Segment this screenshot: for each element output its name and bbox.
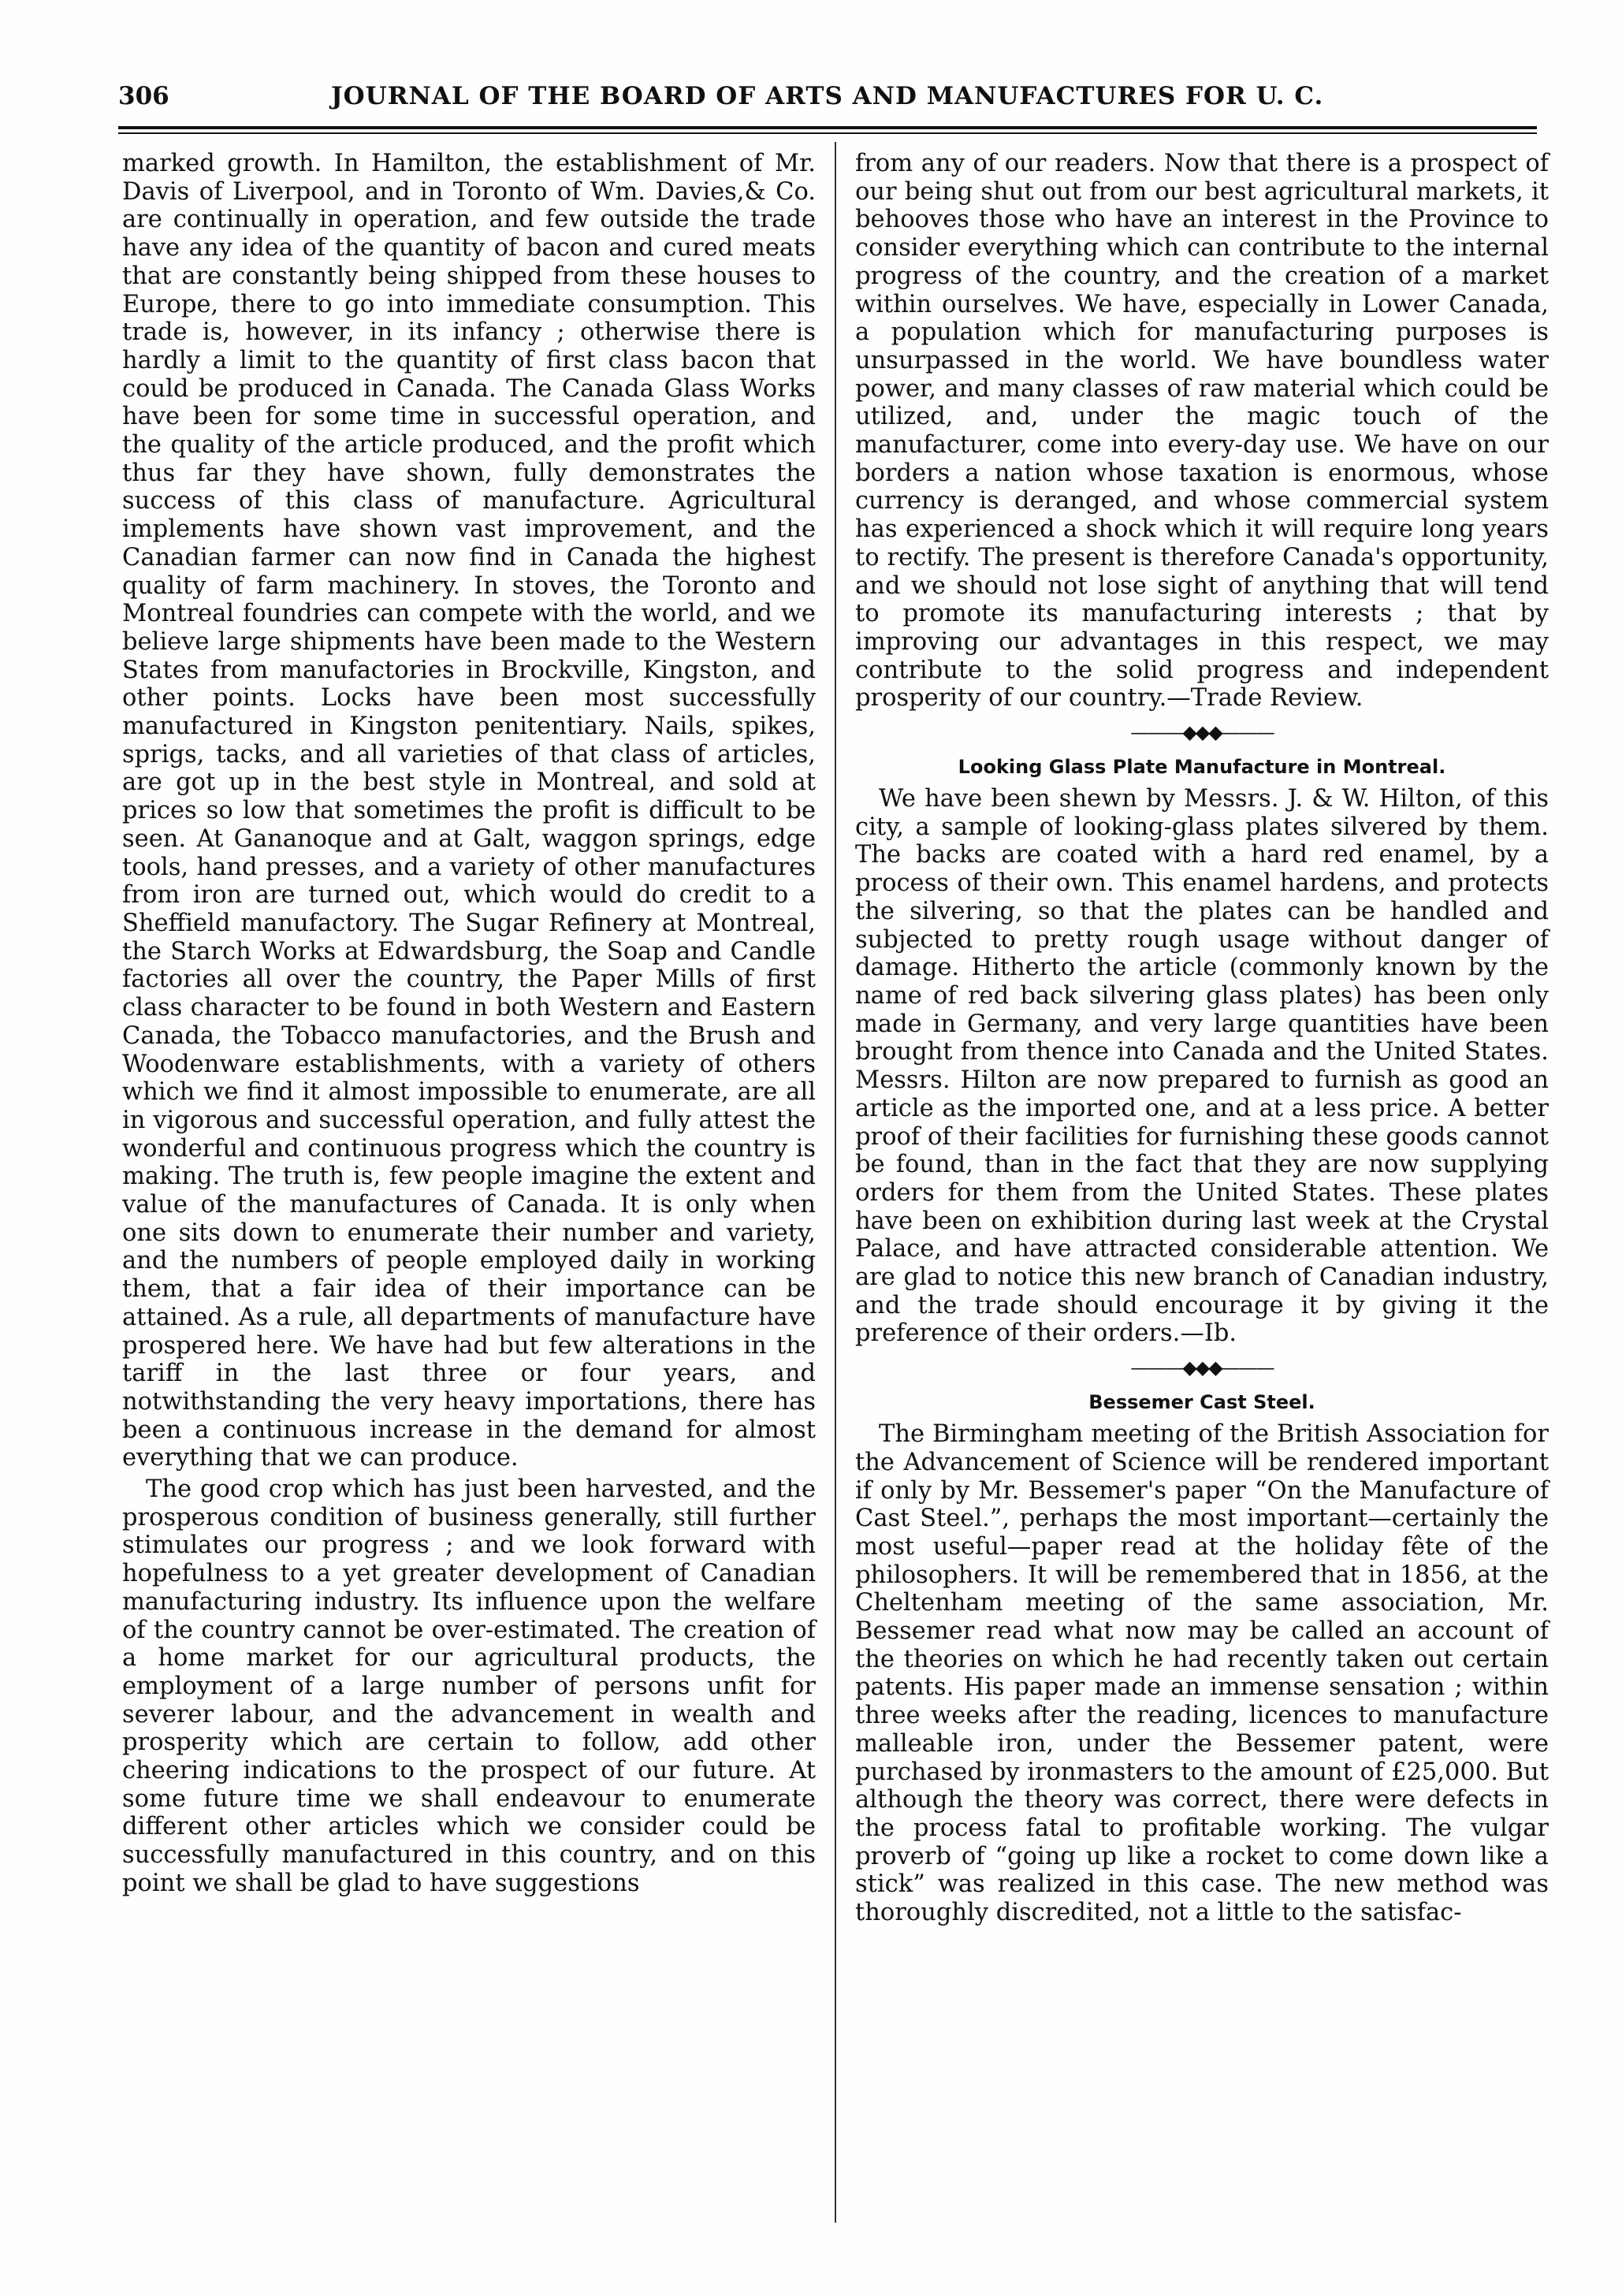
left-column [122,150,816,1898]
section-ornament: ———◆◆◆——— [1130,721,1274,744]
right-column [855,150,1549,1927]
paragraph: from any of our readers. Now that there is a prospect of our being shut out from our best agricultural markets, it behooves those who have an interest in the Province to consider everything which can contribute to the internal progress of the country, and the creation of a market within ourselves. We have, especially in Lower Canada, a population which for manufacturing purposes is unsurpassed in the world. We have boundless water power, and many classes of raw material which could be utilized, and, under the magic touch of the manufacturer, come into every-day use. We have on our borders a nation whose taxation is enormous, whose currency is deranged, and whose commercial system has experienced a shock which it will require long years to rectify. The present is therefore Canada's opportunity, and we should not lose sight of anything that will tend to promote its manufacturing interests ; that by improving our advantages in this respect, we may contribute to the solid progress and independent prosperity of our country.—Trade Review. [855,150,1549,713]
paragraph: The Birmingham meeting of the British Association for the Advancement of Science will be rendered important if only by Mr. Bessemer's paper “On the Manufacture of Cast Steel.”, perhaps the most important—certainly the most useful—paper read at the holiday fête of the philosophers. It will be remembered that in 1856, at the Cheltenham meeting of the same association, Mr. Bessemer read what now may be called an account of the theories on which he had recently taken out certain patents. His paper made an immense sensation ; within three weeks after the reading, licences to manufacture malleable iron, under the Bessemer patent, were purchased by ironmasters to the amount of £25,000. But although the theory was correct, there were defects in the process fatal to profitable working. The vulgar proverb of “going up like a rocket to come down like a stick” was realized in this case. The new method was thoroughly discredited, not a little to the satisfac- [855,1420,1549,1927]
page-number: 306 [118,82,169,110]
paragraph: marked growth. In Hamilton, the establishment of Mr. Davis of Liverpool, and in Toronto of Wm. Davies,& Co. are continually in operation, and few outside the trade have any idea of the quantity of bacon and cured meats that are constantly being shipped from these houses to Europe, there to go into immediate consumption. This trade is, however, in its infancy ; otherwise there is hardly a limit to the quantity of first class bacon that could be produced in Canada. The Canada Glass Works have been for some time in successful operation, and the quality of the article produced, and the profit which thus far they have shown, fully demonstrates the success of this class of manufacture. Agricultural implements have shown vast improvement, and the Canadian farmer can now find in Canada the highest quality of farm machinery. In stoves, the Toronto and Montreal foundries can compete with the world, and we believe large shipments have been made to the Western States from manufactories in Brockville, Kingston, and other points. Locks have been most successfully manufactured in Kingston penitentiary. Nails, spikes, sprigs, tacks, and all varieties of that class of articles, are got up in the best style in Montreal, and sold at prices so low that sometimes the profit is difficult to be seen. At Gananoque and at Galt, waggon springs, edge tools, hand presses, and a variety of other manufactures from iron are turned out, which would do credit to a Sheffield manufactory. The Sugar Refinery at Montreal, the Starch Works at Edwardsburg, the Soap and Candle factories all over the country, the Paper Mills of first class character to be found in both Western and Eastern Canada, the Tobacco manufactories, and the Brush and Woodenware establishments, with a variety of others which we find it almost impossible to enumerate, are all in vigorous and successful operation, and fully attest the wonderful and continuous progress which the country is making. The truth is, few people imagine the extent and value of the manufactures of Canada. It is only when one sits down to enumerate their number and variety, and the numbers of people employed daily in working them, that a fair idea of their importance can be attained. As a rule, all departments of manufacture have prospered here. We have had but few alterations in the tariff in the last three or four years, and notwithstanding the very heavy importations, there has been a continuous increase in the demand for almost everything that we can produce. [122,150,816,1472]
section-heading: Bessemer Cast Steel. [1088,1391,1315,1414]
paragraph: We have been shewn by Messrs. J. & W. Hilton, of this city, a sample of looking-glass plates silvered by them. The backs are coated with a hard red enamel, by a process of their own. This enamel hardens, and protects the silvering, so that the plates can be handled and subjected to pretty rough usage without danger of damage. Hitherto the article (commonly known by the name of red back silvering glass plates) has been only made in Germany, and very large quantities have been brought from thence into Canada and the United States. Messrs. Hilton are now prepared to furnish as good an article as the imported one, and at a less price. A better proof of their facilities for furnishing these goods cannot be found, than in the fact that they are now supplying orders for them from the United States. These plates have been on exhibition during last week at the Crystal Palace, and have attracted considerable attention. We are glad to notice this new branch of Canadian industry, and the trade should encourage it by giving it the preference of their orders.—Ib. [855,785,1549,1348]
section-heading: Looking Glass Plate Manufacture in Montreal. [958,756,1446,779]
running-head: JOURNAL OF THE BOARD OF ARTS AND MANUFACTURES FOR U. C. [331,82,1324,110]
header-rule [118,126,1537,129]
column-divider [835,142,836,2223]
section-ornament: ———◆◆◆——— [1130,1356,1274,1379]
header-rule-thin [118,132,1537,134]
paragraph: The good crop which has just been harvested, and the prosperous condition of business generally, still further stimulates our progress ; and we look forward with hopefulness to a yet greater development of Canadian manufacturing industry. Its influence upon the welfare of the country cannot be over-estimated. The creation of a home market for our agricultural products, the employment of a large number of persons unfit for severer labour, and the advancement in wealth and prosperity which are certain to follow, add other cheering indications to the prospect of our future. At some future time we shall endeavour to enumerate different other articles which we consider could be successfully manufactured in this country, and on this point we shall be glad to have suggestions [122,1475,816,1897]
